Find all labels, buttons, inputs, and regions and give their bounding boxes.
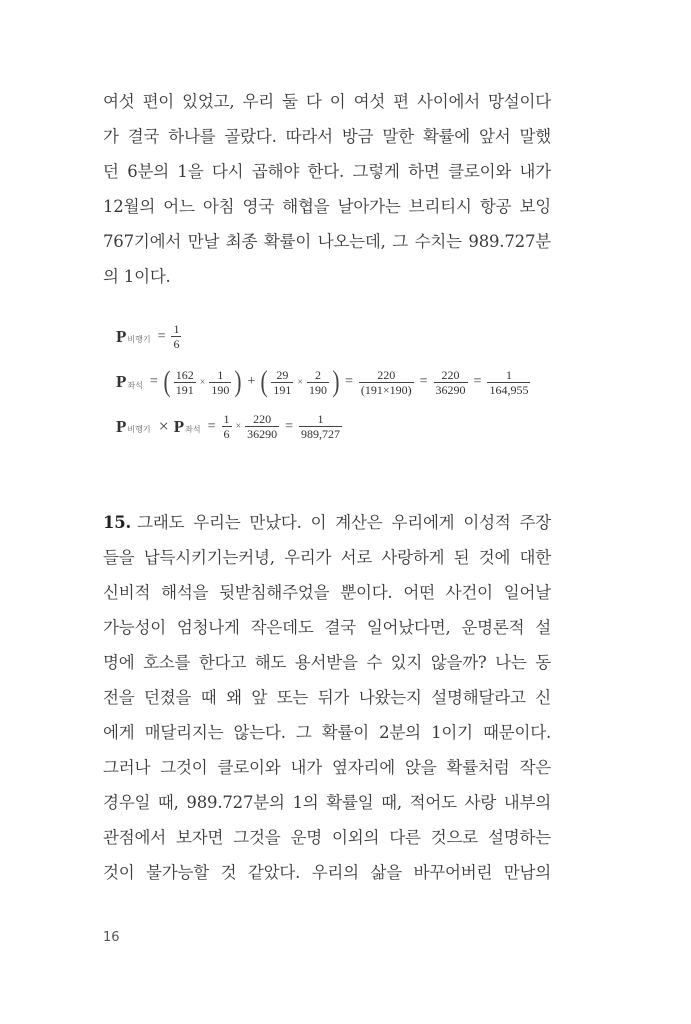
- fraction: [245, 412, 279, 441]
- left-paren: (: [260, 365, 268, 398]
- left-paren: (: [163, 365, 171, 398]
- fraction: [299, 412, 342, 441]
- text-line: 여섯 편이 있었고, 우리 둘 다 이 여섯 편 사이에서 망설이다: [103, 92, 551, 111]
- numerator: 220: [253, 412, 272, 426]
- denominator: 190: [211, 382, 230, 397]
- denominator: 989,727: [301, 427, 341, 441]
- formula-plane-probability: [116, 322, 183, 351]
- text-line: 들을 납득시키기는커녕, 우리가 서로 사랑하게 된 것에 대한: [103, 548, 551, 567]
- text-line: 의 1이다.: [103, 267, 171, 286]
- text-line: 그러나 그것이 클로이와 내가 옆자리에 앉을 확률처럼 작은: [103, 758, 551, 777]
- fraction: [434, 368, 468, 397]
- numerator: 1: [317, 412, 324, 426]
- numerator: 220: [377, 367, 396, 382]
- fraction: [359, 368, 414, 397]
- right-paren: ): [332, 365, 340, 398]
- subscript-plane: 비행기: [127, 425, 151, 434]
- fraction: [174, 368, 196, 397]
- times-sign: ×: [235, 421, 242, 432]
- text-line-content: 그래도 우리는 만났다. 이 계산은 우리에게 이성적 주장: [137, 513, 551, 532]
- text-line: 에게 매달리지는 않는다. 그 확률이 2분의 1이기 때문이다.: [103, 723, 551, 742]
- numerator: 29: [276, 367, 289, 382]
- equals-sign: =: [285, 418, 294, 434]
- numerator: 1: [217, 367, 224, 382]
- times-sign: ×: [199, 376, 206, 388]
- equals-sign: =: [157, 328, 166, 344]
- text-line: 경우일 때, 989.727분의 1의 확률일 때, 적어도 사랑 내부의: [103, 793, 551, 812]
- denominator: 164,955: [489, 382, 529, 397]
- text-line: 관점에서 보자면 그것을 운명 이외의 다른 것으로 설명하는: [103, 828, 551, 847]
- denominator: 36290: [435, 382, 466, 397]
- paragraph-15: [103, 505, 551, 890]
- fraction: [271, 368, 293, 397]
- numerator: 162: [175, 367, 194, 382]
- denominator: 6: [223, 427, 230, 441]
- formula-combined-probability: [116, 412, 344, 441]
- text-line: [103, 505, 551, 540]
- numerator: 2: [314, 367, 321, 382]
- plus-sign: +: [247, 374, 256, 389]
- denominator: 36290: [247, 427, 278, 441]
- right-paren: ): [234, 365, 242, 398]
- equals-sign: =: [149, 374, 158, 389]
- formula-seat-probability: [116, 367, 532, 397]
- fraction: [209, 368, 231, 397]
- denominator: 191: [175, 382, 194, 397]
- subscript-seat: 좌석: [127, 380, 143, 390]
- text-line: 전을 던졌을 때 왜 앞 또는 뒤가 나왔는지 설명해달라고 신: [103, 688, 551, 707]
- multiply-sign: ×: [158, 416, 169, 436]
- equals-sign: =: [207, 418, 216, 434]
- section-number: 15.: [103, 513, 132, 532]
- probability-symbol: P: [116, 416, 127, 436]
- text-line: 가 결국 하나를 골랐다. 따라서 방금 말한 확률에 앞서 말했: [103, 127, 551, 146]
- numerator: 1: [173, 322, 180, 336]
- numerator: 1: [505, 367, 512, 382]
- fraction: [222, 412, 232, 441]
- subscript-plane: 비행기: [127, 335, 151, 344]
- text-line: 가능성이 엄청나게 작은데도 결국 일어났다면, 운명론적 설: [103, 618, 551, 637]
- page-number: 16: [103, 930, 120, 945]
- fraction: [171, 322, 181, 351]
- paragraph-probability-intro: [103, 84, 551, 294]
- denominator: 191: [273, 382, 292, 397]
- subscript-seat: 좌석: [185, 425, 201, 434]
- equals-sign: =: [419, 374, 428, 389]
- text-line: 12월의 어느 아침 영국 해협을 날아가는 브리티시 항공 보잉: [103, 197, 551, 216]
- denominator: (191×190): [360, 382, 412, 397]
- equals-sign: =: [344, 374, 353, 389]
- fraction: [307, 368, 329, 397]
- text-line: 767기에서 만날 최종 확률이 나오는데, 그 수치는 989.727분: [103, 232, 551, 251]
- denominator: 190: [308, 382, 327, 397]
- times-sign: ×: [297, 376, 303, 388]
- numerator: 1: [223, 412, 230, 426]
- fraction: [487, 368, 530, 397]
- probability-symbol: P: [116, 326, 127, 346]
- probability-symbol: P: [116, 372, 127, 391]
- text-line: 신비적 해석을 뒷받침해주었을 뿐이다. 어떤 사건이 일어날: [103, 583, 551, 602]
- denominator: 6: [173, 337, 180, 351]
- text-line: 명에 호소를 한다고 해도 용서받을 수 있지 않을까? 나는 동: [103, 653, 551, 672]
- probability-symbol: P: [173, 416, 185, 436]
- text-line: 것이 불가능할 것 같았다. 우리의 삶을 바꾸어버린 만남의: [103, 863, 551, 882]
- numerator: 220: [441, 367, 460, 382]
- text-line: 던 6분의 1을 다시 곱해야 한다. 그렇게 하면 클로이와 내가: [103, 162, 551, 181]
- equals-sign: =: [473, 374, 482, 389]
